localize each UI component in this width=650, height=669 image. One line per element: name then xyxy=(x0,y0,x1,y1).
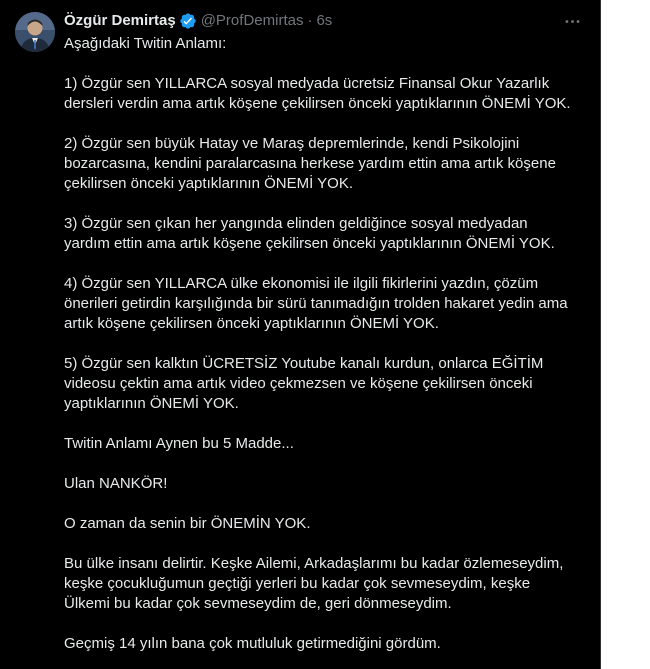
tweet-line: yaptıklarının ÖNEMİ YOK. xyxy=(64,395,239,412)
tweet-intro: Aşağıdaki Twitin Anlamı: xyxy=(64,35,227,52)
tweet-summary: Twitin Anlamı Aynen bu 5 Madde... xyxy=(64,435,294,452)
more-dots-icon xyxy=(563,12,582,31)
tweet-line: 4) Özgür sen YILLARCA ülke ekonomisi ile ilgili fikirlerini yazdın, çözüm xyxy=(64,275,539,292)
author-handle[interactable]: @ProfDemirtas xyxy=(200,12,304,29)
tweet-line: videosu çektin ama artık video çekmezsen ve köşene çekilirsen önceki xyxy=(64,375,533,392)
header-separator: · xyxy=(307,12,313,29)
tweet-line: çekilirsen önceki yaptıklarının ÖNEMİ YOK. xyxy=(64,175,353,192)
tweet-text xyxy=(64,34,589,654)
tweet-paragraph-6 xyxy=(64,554,589,614)
tweet-line: 3) Özgür sen çıkan her yangında elinden geldiğince sosyal medyadan xyxy=(64,215,528,232)
avatar[interactable] xyxy=(15,12,55,52)
tweet-line: Ülkemi bu kadar çok sevmeseydim de, geri dönmeseydim. xyxy=(64,595,452,612)
tweet-line: yardım ettin ama artık köşene çekilirsen önceki yaptıklarının ÖNEMİ YOK. xyxy=(64,235,555,252)
tweet-line: 2) Özgür sen büyük Hatay ve Maraş depremlerinde, kendi Psikolojini xyxy=(64,135,520,152)
tweet-point-3 xyxy=(64,214,589,254)
tweet-point-5 xyxy=(64,354,589,414)
tweet-point-2 xyxy=(64,134,589,194)
tweet-point-1 xyxy=(64,74,589,114)
tweet-line: bozarcasına, kendini paralarcasına herkese yardım ettin ama artık köşene xyxy=(64,155,556,172)
tweet-line: önerileri getirdin karşılığında bir sürü tanımadığın trolden hakaret yedin ama xyxy=(64,295,568,312)
tweet-line: Bu ülke insanı delirtir. Keşke Ailemi, Arkadaşlarımı bu kadar özlemeseydim, xyxy=(64,555,564,572)
tweet-closing: Geçmiş 14 yılın bana çok mutluluk getirmediğini gördüm. xyxy=(64,635,441,652)
tweet-header xyxy=(64,11,332,31)
tweet-point-4 xyxy=(64,274,589,334)
tweet-line: dersleri verdin ama artık köşene çekilirsen önceki yaptıklarının ÖNEMİ YOK. xyxy=(64,95,571,112)
profile-photo-icon xyxy=(15,12,55,52)
author-name[interactable]: Özgür Demirtaş xyxy=(64,12,176,29)
tweet-reply: O zaman da senin bir ÖNEMİN YOK. xyxy=(64,515,311,532)
tweet-exclaim: Ulan NANKÖR! xyxy=(64,475,168,492)
tweet-line: artık köşene çekilirsen önceki yaptıklarının ÖNEMİ YOK. xyxy=(64,315,439,332)
tweet-line: keşke çocukluğumun geçtiği yerleri bu kadar çok sevmeseydim, keşke xyxy=(64,575,531,592)
verified-badge-icon xyxy=(179,12,197,30)
more-options-button[interactable] xyxy=(560,9,584,33)
tweet-line: 1) Özgür sen YILLARCA sosyal medyada ücretsiz Finansal Okur Yazarlık xyxy=(64,75,550,92)
tweet-timestamp[interactable]: 6s xyxy=(316,12,333,29)
tweet-line: 5) Özgür sen kalktın ÜCRETSİZ Youtube kanalı kurdun, onlarca EĞİTİM xyxy=(64,355,544,372)
